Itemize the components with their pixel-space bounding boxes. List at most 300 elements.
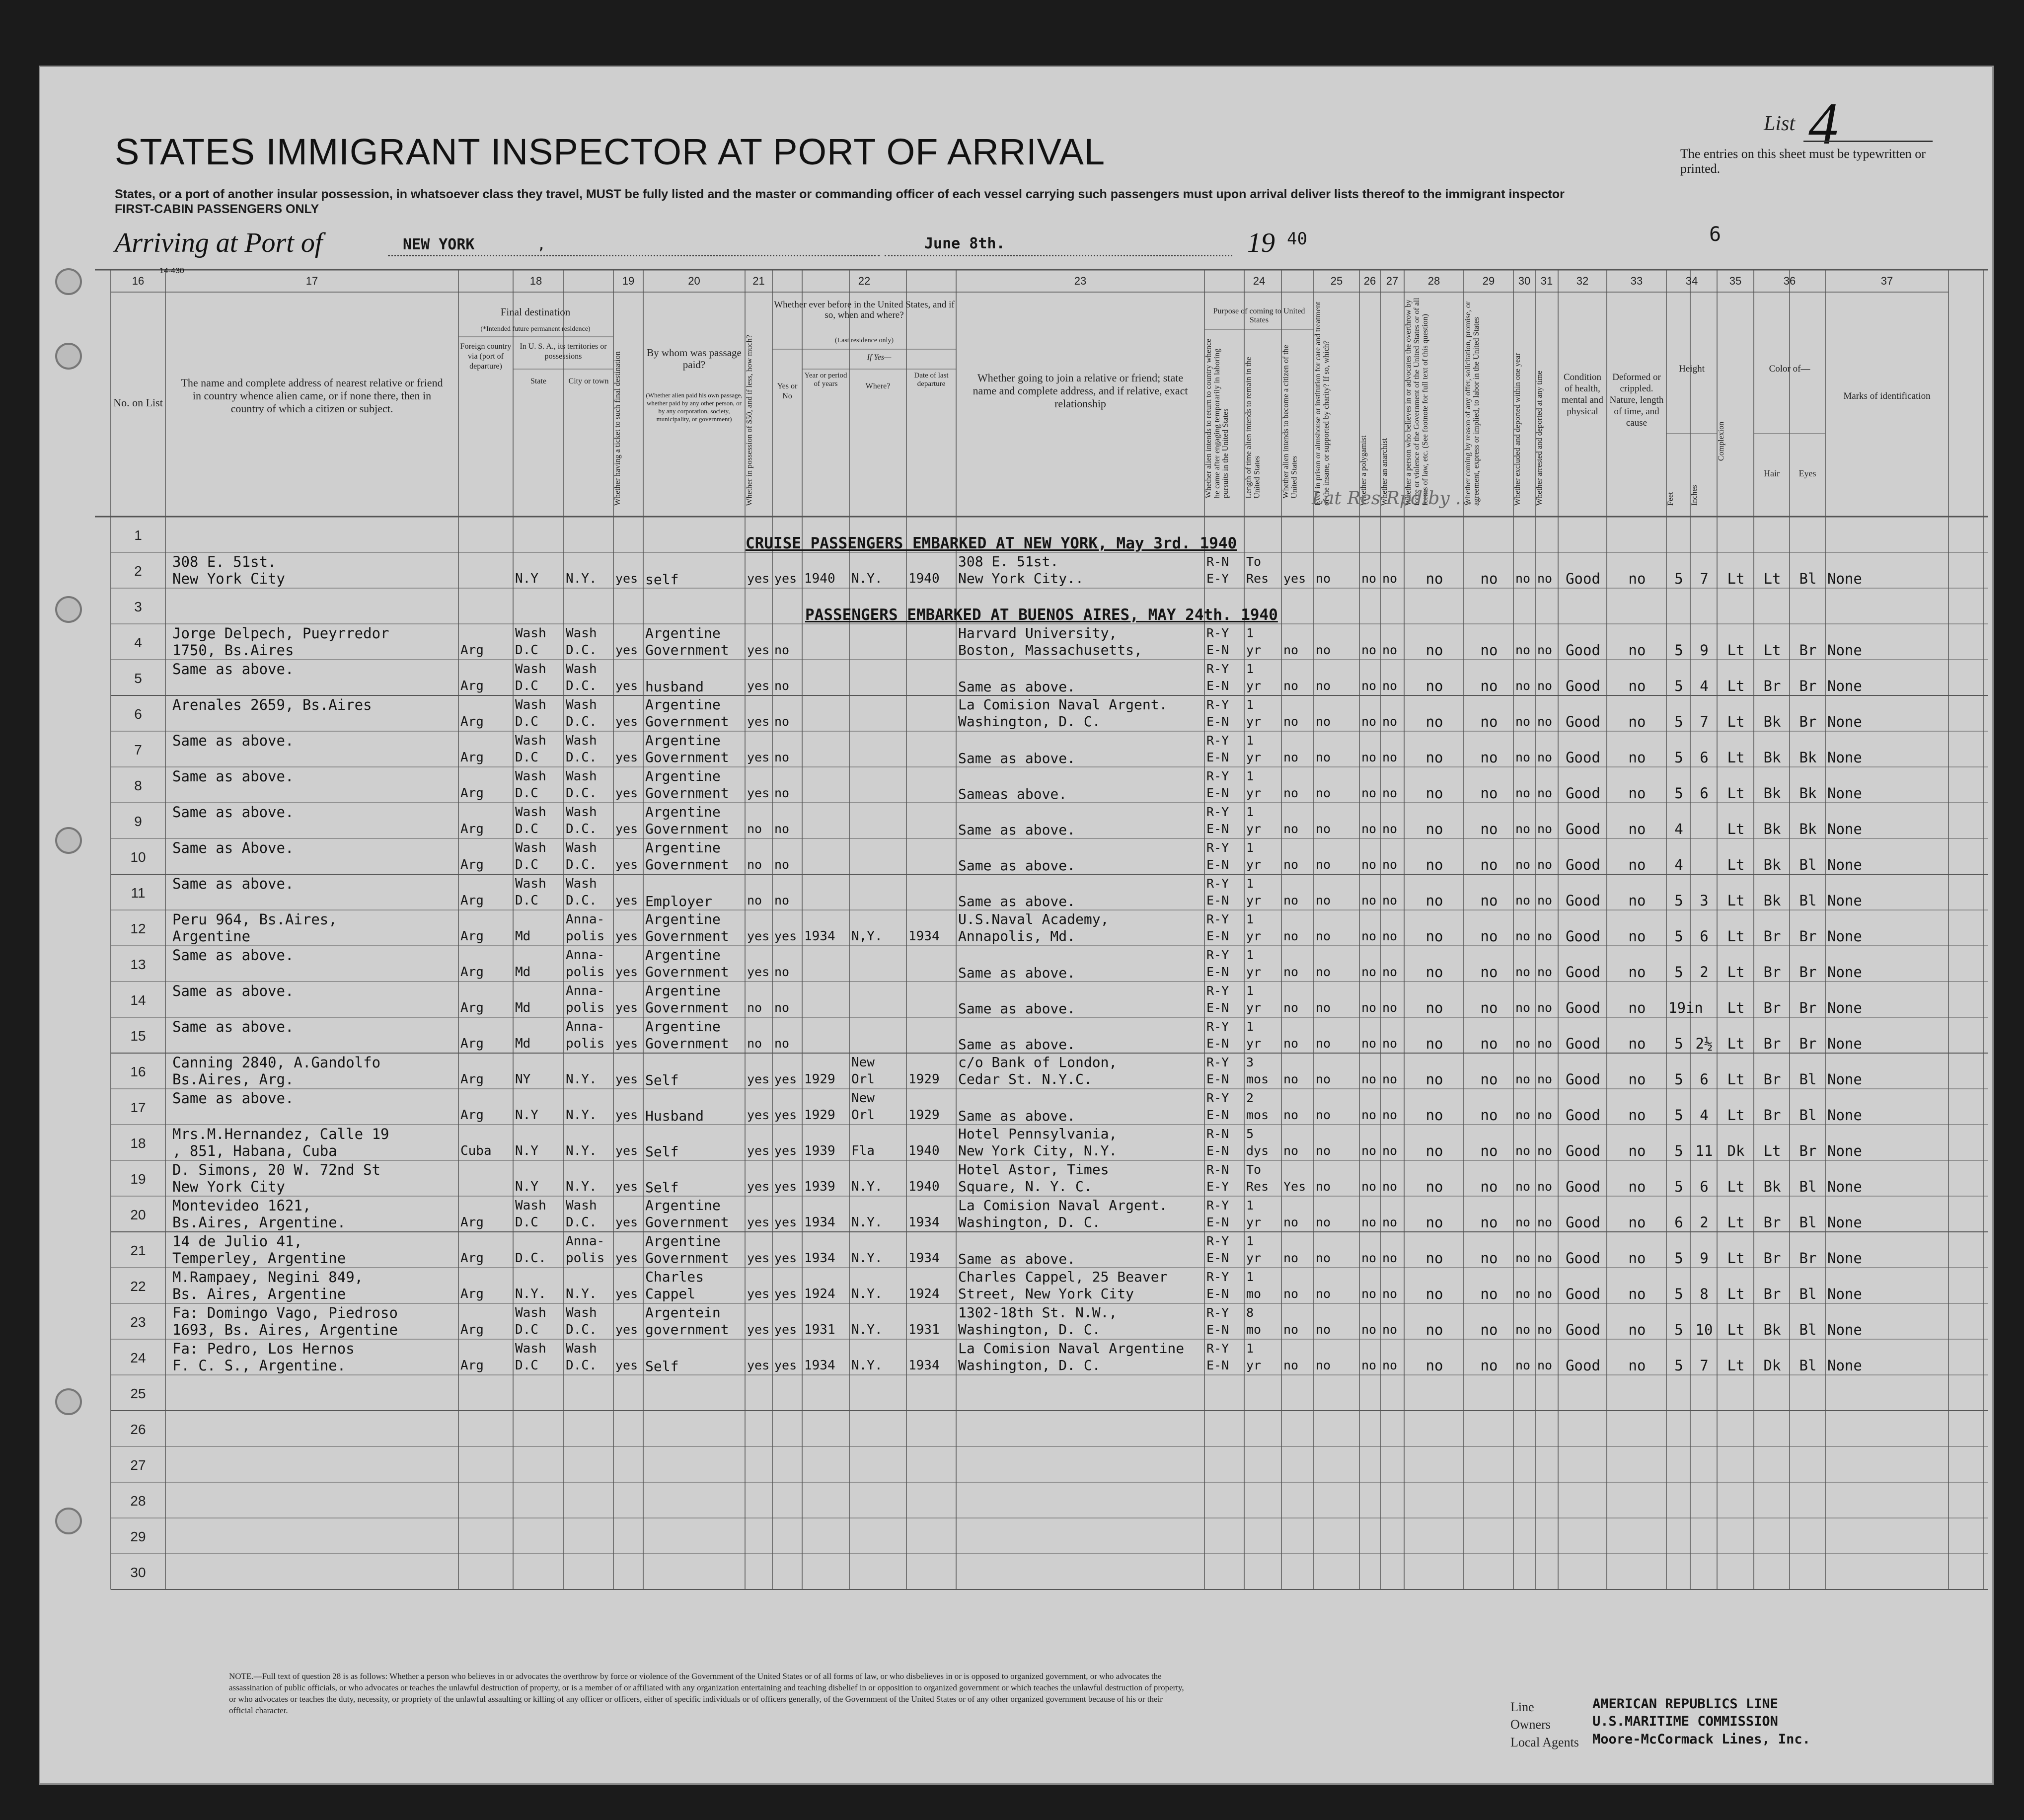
header-ever-before-note: (Last residence only) bbox=[834, 337, 894, 344]
header-inches: Inches bbox=[1690, 485, 1699, 506]
field-hl: Good bbox=[1566, 1178, 1600, 1195]
field-st: Wash bbox=[515, 626, 546, 641]
field-st: Md bbox=[515, 1000, 531, 1015]
nearest-relative-address: Same as above. bbox=[172, 732, 294, 749]
purpose-return: E-N bbox=[1206, 679, 1229, 693]
field-city: Anna- bbox=[566, 1019, 605, 1034]
field-df: no bbox=[1628, 749, 1646, 766]
field-q27: no bbox=[1382, 1000, 1398, 1015]
field-m50: no bbox=[747, 1000, 762, 1015]
field-q31: no bbox=[1537, 822, 1553, 836]
header-c25: Ever in prison or almshouse or institution for care and treatment of the insane, or supported by charity? If so, which? bbox=[1314, 302, 1331, 506]
field-hr: Bk bbox=[1763, 1321, 1781, 1338]
joining-relative-address: New York City, N.Y. bbox=[958, 1142, 1118, 1159]
field-q29: no bbox=[1480, 821, 1498, 837]
field-q28: no bbox=[1425, 1178, 1443, 1195]
field-q29: no bbox=[1480, 1357, 1498, 1374]
nearest-relative-address: Same as above. bbox=[172, 983, 294, 999]
purpose-length: 1 bbox=[1246, 626, 1254, 640]
nearest-relative-address: Bs. Aires, Argentine bbox=[172, 1286, 346, 1302]
field-ever: yes bbox=[774, 1143, 797, 1158]
nearest-relative-address: , 851, Habana, Cuba bbox=[172, 1142, 337, 1159]
nearest-relative-address: Montevideo 1621, bbox=[172, 1197, 311, 1214]
field-q29: no bbox=[1480, 1107, 1498, 1124]
field-dt: 1934 bbox=[908, 1358, 940, 1373]
passage-paid-by: Argentein bbox=[645, 1304, 721, 1321]
field-hl: Good bbox=[1566, 1107, 1600, 1124]
field-hl: Good bbox=[1566, 1321, 1600, 1338]
field-q31: no bbox=[1537, 643, 1553, 657]
field-ever: no bbox=[774, 965, 790, 979]
field-mk: None bbox=[1827, 570, 1862, 587]
field-df: no bbox=[1628, 1357, 1646, 1374]
row-number: 1 bbox=[134, 528, 142, 543]
field-fc: Arg bbox=[460, 714, 484, 729]
field-ever: no bbox=[774, 857, 790, 872]
purpose-length: mo bbox=[1246, 1322, 1262, 1337]
field-wh: Fla bbox=[851, 1143, 875, 1158]
field-tk: yes bbox=[615, 1108, 638, 1122]
binder-hole bbox=[55, 1388, 82, 1415]
field-q26: no bbox=[1361, 929, 1377, 943]
field-st: Md bbox=[515, 929, 531, 944]
passage-paid-by: Cappel bbox=[645, 1286, 696, 1302]
field-ey: Br bbox=[1799, 928, 1817, 945]
column-number: 21 bbox=[752, 275, 765, 287]
field-q31: no bbox=[1537, 1072, 1553, 1086]
joining-relative-address: Boston, Massachusetts, bbox=[958, 642, 1142, 658]
field-st: Wash bbox=[515, 876, 546, 891]
field-ever: no bbox=[774, 1000, 790, 1015]
field-q27: no bbox=[1382, 750, 1398, 764]
field-pc: no bbox=[1283, 1036, 1299, 1051]
header-yes-or-no: Yes or No bbox=[777, 382, 798, 400]
passage-paid-by: Argentine bbox=[645, 1233, 721, 1249]
column-number: 34 bbox=[1685, 275, 1698, 287]
manifest-sheet bbox=[39, 66, 1994, 1785]
field-dt: 1929 bbox=[908, 1072, 940, 1087]
row-number: 17 bbox=[130, 1100, 146, 1115]
purpose-length: 8 bbox=[1246, 1305, 1254, 1320]
port-comma: , bbox=[537, 236, 546, 253]
field-q28: no bbox=[1425, 749, 1443, 766]
field-q27: no bbox=[1382, 1072, 1398, 1086]
purpose-length: yr bbox=[1246, 1036, 1262, 1051]
purpose-return: E-N bbox=[1206, 965, 1229, 979]
field-mk: None bbox=[1827, 749, 1862, 766]
field-q28: no bbox=[1425, 1071, 1443, 1088]
field-q27: no bbox=[1382, 857, 1398, 872]
field-st: D.C bbox=[515, 1322, 538, 1337]
field-tk: yes bbox=[615, 571, 638, 586]
footnote-q28: NOTE.—Full text of question 28 is as follows: Whether a person who believes in or advocates the overthrow by force or violence of the Government of the United States or of all forms of law, or who disbelieves in or is opposed to organized government, or who advocates the assassination of public officials, or who advocates or teaches the unlawful destruction of property, or is a member of or affiliated with any organization entertaining and teaching disbelief in or opposition to organized government or which teaches the unlawful destruction of property, or who advocates or teaches the duty, necessity, or propriety of the unlawful assaulting or killing of any officer or officers, either of specific individuals or of officers generally, of the Government of the United States or of any other organized government because of his or their official character. bbox=[229, 1671, 1184, 1715]
header-height: Height bbox=[1679, 364, 1705, 374]
purpose-return: R-Y bbox=[1206, 769, 1229, 783]
row-number: 11 bbox=[131, 885, 146, 901]
field-pc: no bbox=[1283, 1108, 1299, 1122]
field-mk: None bbox=[1827, 1178, 1862, 1195]
passage-paid-by: Argentine bbox=[645, 983, 721, 999]
header-period: Year or period of years bbox=[804, 372, 847, 388]
field-ft: 5 bbox=[1674, 1107, 1683, 1124]
field-wh: N.Y. bbox=[851, 1287, 883, 1301]
header-where: Where? bbox=[865, 382, 891, 390]
field-ever: no bbox=[774, 679, 790, 693]
field-m50: yes bbox=[747, 571, 770, 586]
column-number: 27 bbox=[1386, 275, 1399, 287]
purpose-length: yr bbox=[1246, 643, 1262, 657]
purpose-return: R-Y bbox=[1206, 948, 1229, 962]
field-tk: yes bbox=[615, 786, 638, 800]
field-st: D.C. bbox=[515, 1251, 546, 1266]
field-pc: no bbox=[1283, 1287, 1299, 1301]
field-q31: no bbox=[1537, 1000, 1553, 1015]
row-number: 15 bbox=[130, 1028, 146, 1044]
joining-relative-address: Same as above. bbox=[958, 965, 1076, 981]
header-c29: Whether coming by reason of any offer, solicitation, promise, or agreement, express or implied, to labor in the United States bbox=[1464, 301, 1481, 506]
field-city: Wash bbox=[566, 805, 597, 820]
field-q29: no bbox=[1480, 785, 1498, 802]
field-city: Wash bbox=[566, 1305, 597, 1320]
row-number: 6 bbox=[134, 706, 142, 722]
field-city: N.Y. bbox=[566, 1072, 597, 1087]
field-city: polis bbox=[566, 965, 605, 980]
field-q27: no bbox=[1382, 571, 1398, 586]
field-q28: no bbox=[1425, 678, 1443, 694]
purpose-length: 1 bbox=[1246, 769, 1254, 783]
field-fc: Arg bbox=[460, 1036, 484, 1051]
field-q27: no bbox=[1382, 965, 1398, 979]
field-city: N.Y. bbox=[566, 1108, 597, 1123]
purpose-length: yr bbox=[1246, 965, 1262, 979]
field-st: D.C bbox=[515, 1358, 538, 1373]
purpose-return: E-N bbox=[1206, 893, 1229, 908]
field-in: 2 bbox=[1700, 1214, 1709, 1231]
row-number: 26 bbox=[130, 1422, 146, 1437]
passage-paid-by: Government bbox=[645, 928, 729, 944]
purpose-return: R-Y bbox=[1206, 805, 1229, 819]
field-hr: Br bbox=[1763, 1107, 1781, 1124]
field-hr: Bk bbox=[1763, 749, 1781, 766]
purpose-return: R-N bbox=[1206, 554, 1229, 569]
field-cx: Lt bbox=[1727, 570, 1745, 587]
field-city: Wash bbox=[566, 733, 597, 748]
field-ever: no bbox=[774, 643, 790, 657]
column-number: 19 bbox=[622, 275, 635, 287]
field-ft: 5 bbox=[1674, 964, 1683, 981]
field-q26: no bbox=[1361, 1072, 1377, 1086]
field-q26: no bbox=[1361, 571, 1377, 586]
field-ft: 5 bbox=[1674, 1178, 1683, 1195]
field-ey: Bl bbox=[1799, 1357, 1817, 1374]
field-ft: 4 bbox=[1674, 856, 1683, 873]
field-mk: None bbox=[1827, 1250, 1862, 1267]
passage-paid-by: Employer bbox=[645, 893, 712, 910]
nearest-relative-address: Same as above. bbox=[172, 875, 294, 892]
field-pc: no bbox=[1283, 750, 1299, 764]
passage-paid-by: Government bbox=[645, 856, 729, 873]
field-hr: Br bbox=[1763, 964, 1781, 981]
nearest-relative-address: D. Simons, 20 W. 72nd St bbox=[172, 1161, 381, 1178]
field-q27: no bbox=[1382, 822, 1398, 836]
joining-relative-address: La Comision Naval Argent. bbox=[958, 1197, 1168, 1213]
field-m50: no bbox=[747, 893, 762, 908]
field-pc: no bbox=[1283, 1251, 1299, 1265]
purpose-return: R-N bbox=[1206, 1127, 1229, 1141]
column-number: 23 bbox=[1074, 275, 1087, 287]
row-number: 25 bbox=[130, 1386, 146, 1401]
field-df: no bbox=[1628, 928, 1646, 945]
field-q31: no bbox=[1537, 1287, 1553, 1301]
field-city: D.C. bbox=[566, 750, 597, 765]
nearest-relative-address: Mrs.M.Hernandez, Calle 19 bbox=[172, 1126, 389, 1142]
field-city: D.C. bbox=[566, 1358, 597, 1373]
purpose-return: R-Y bbox=[1206, 1234, 1229, 1248]
field-hl: Good bbox=[1566, 1214, 1600, 1231]
field-q28: no bbox=[1425, 1107, 1443, 1124]
field-q25: no bbox=[1316, 1251, 1331, 1265]
joining-relative-address: Washington, D. C. bbox=[958, 713, 1101, 730]
column-number: 16 bbox=[132, 275, 145, 287]
nearest-relative-address: Same as above. bbox=[172, 661, 294, 678]
field-q26: no bbox=[1361, 857, 1377, 872]
header-purpose-length: Length of time alien intends to remain in the United States bbox=[1244, 356, 1261, 498]
field-city: D.C. bbox=[566, 893, 597, 908]
passage-paid-by: Government bbox=[645, 713, 729, 730]
field-q29: no bbox=[1480, 570, 1498, 587]
nearest-relative-address: Peru 964, Bs.Aires, bbox=[172, 911, 337, 928]
field-q29: no bbox=[1480, 1321, 1498, 1338]
field-ey: Bk bbox=[1799, 821, 1817, 837]
port-dotline bbox=[388, 255, 880, 256]
field-q27: no bbox=[1382, 1215, 1398, 1229]
field-pc: no bbox=[1283, 1000, 1299, 1015]
field-q28: no bbox=[1425, 964, 1443, 981]
field-mk: None bbox=[1827, 821, 1862, 837]
purpose-length: 1 bbox=[1246, 876, 1254, 891]
header-no-on-list: No. on List bbox=[113, 396, 163, 409]
purpose-return: R-Y bbox=[1206, 1198, 1229, 1213]
date-value: June 8th. bbox=[924, 235, 1005, 252]
nearest-relative-address: F. C. S., Argentine. bbox=[172, 1357, 346, 1374]
purpose-length: 1 bbox=[1246, 697, 1254, 712]
purpose-length: To bbox=[1246, 554, 1262, 569]
field-q29: no bbox=[1480, 642, 1498, 659]
field-city: polis bbox=[566, 1036, 605, 1051]
purpose-length: mos bbox=[1246, 1108, 1269, 1122]
field-q29: no bbox=[1480, 1178, 1498, 1195]
passage-paid-by: Argentine bbox=[645, 768, 721, 784]
field-q31: no bbox=[1537, 571, 1553, 586]
passage-paid-by: Self bbox=[645, 1358, 679, 1374]
field-tk: yes bbox=[615, 750, 638, 764]
joining-relative-address: Hotel Pennsylvania, bbox=[958, 1126, 1118, 1142]
field-ever: yes bbox=[774, 1322, 797, 1337]
field-ever: yes bbox=[774, 1108, 797, 1122]
purpose-return: E-N bbox=[1206, 714, 1229, 729]
field-hl: Good bbox=[1566, 964, 1600, 981]
field-m50: yes bbox=[747, 1358, 770, 1372]
header-purpose: Purpose of coming to United States bbox=[1213, 307, 1305, 324]
nearest-relative-address: Same as above. bbox=[172, 1090, 294, 1107]
field-q28: no bbox=[1425, 1250, 1443, 1267]
nearest-relative-address: Same as Above. bbox=[172, 839, 294, 856]
field-q30: no bbox=[1515, 750, 1531, 764]
field-in: 7 bbox=[1700, 570, 1709, 587]
row-number: 5 bbox=[134, 671, 142, 686]
field-yr: 1934 bbox=[804, 1358, 835, 1373]
field-q31: no bbox=[1537, 965, 1553, 979]
purpose-length: yr bbox=[1246, 679, 1262, 693]
column-number: 33 bbox=[1630, 275, 1643, 287]
passage-paid-by: husband bbox=[645, 679, 704, 695]
passage-paid-by: Husband bbox=[645, 1108, 704, 1124]
field-q30: no bbox=[1515, 1108, 1531, 1122]
row-number: 22 bbox=[130, 1279, 146, 1294]
field-q26: no bbox=[1361, 1108, 1377, 1122]
field-yr: 1939 bbox=[804, 1143, 835, 1158]
purpose-length: 1 bbox=[1246, 805, 1254, 819]
field-pc: no bbox=[1283, 643, 1299, 657]
joining-relative-address: Same as above. bbox=[958, 1000, 1076, 1017]
field-st: D.C bbox=[515, 893, 538, 908]
purpose-return: E-N bbox=[1206, 857, 1229, 872]
field-q30: no bbox=[1515, 1072, 1531, 1086]
joining-relative-address: Same as above. bbox=[958, 1251, 1076, 1267]
header-passage-paid-note: (Whether alien paid his own passage, whether paid by any other person, or by any corporation, society, municipality, or government) bbox=[646, 391, 743, 423]
date-dotline bbox=[885, 255, 1232, 256]
field-tk: yes bbox=[615, 1036, 638, 1051]
field-ft: 5 bbox=[1674, 678, 1683, 694]
purpose-return: R-Y bbox=[1206, 1019, 1229, 1034]
field-wh: N.Y. bbox=[851, 1322, 883, 1337]
field-in: 2 bbox=[1700, 964, 1709, 981]
nearest-relative-address: Bs.Aires, Argentine. bbox=[172, 1214, 346, 1231]
field-cx: Lt bbox=[1727, 749, 1745, 766]
field-city: D.C. bbox=[566, 857, 597, 872]
field-yr: 1931 bbox=[804, 1322, 835, 1337]
list-number: 4 bbox=[1808, 90, 1838, 156]
joining-relative-address: Washington, D. C. bbox=[958, 1357, 1101, 1373]
field-tk: yes bbox=[615, 643, 638, 657]
purpose-length: dys bbox=[1246, 1143, 1269, 1158]
field-in: 10 bbox=[1695, 1321, 1713, 1338]
field-ft: 5 bbox=[1674, 928, 1683, 945]
field-df: no bbox=[1628, 678, 1646, 694]
agents-value: Moore-McCormack Lines, Inc. bbox=[1592, 1732, 1810, 1747]
field-st: D.C bbox=[515, 643, 538, 658]
field-pc: no bbox=[1283, 965, 1299, 979]
field-m50: no bbox=[747, 857, 762, 872]
row-number: 24 bbox=[130, 1350, 146, 1365]
field-q27: no bbox=[1382, 893, 1398, 908]
field-q31: no bbox=[1537, 786, 1553, 800]
field-q30: no bbox=[1515, 786, 1531, 800]
field-wh: New bbox=[851, 1055, 875, 1070]
nearest-relative-address: 1693, Bs. Aires, Argentine bbox=[172, 1321, 398, 1338]
field-ey: Br bbox=[1799, 713, 1817, 730]
field-hr: Br bbox=[1763, 1035, 1781, 1052]
field-tk: yes bbox=[615, 1322, 638, 1337]
field-ever: yes bbox=[774, 1287, 797, 1301]
field-q31: no bbox=[1537, 1143, 1553, 1158]
field-hr: Br bbox=[1763, 928, 1781, 945]
joining-relative-address: Same as above. bbox=[958, 750, 1076, 766]
passage-paid-by: Self bbox=[645, 1072, 679, 1088]
field-m50: yes bbox=[747, 750, 770, 764]
row-number: 3 bbox=[134, 599, 142, 614]
field-fc: Arg bbox=[460, 857, 484, 872]
purpose-return: E-N bbox=[1206, 1215, 1229, 1229]
field-q27: no bbox=[1382, 1036, 1398, 1051]
field-tk: yes bbox=[615, 1143, 638, 1158]
field-st: Wash bbox=[515, 805, 546, 820]
nearest-relative-address: 308 E. 51st. bbox=[172, 553, 277, 570]
purpose-length: 5 bbox=[1246, 1127, 1254, 1141]
field-q26: no bbox=[1361, 1143, 1377, 1158]
field-st: Md bbox=[515, 1036, 531, 1051]
row-number: 27 bbox=[130, 1457, 146, 1473]
purpose-return: R-Y bbox=[1206, 1305, 1229, 1320]
header-deformed: Deformed or crippled. Nature, length of time, and cause bbox=[1609, 372, 1664, 428]
field-city: D.C. bbox=[566, 714, 597, 729]
field-q26: no bbox=[1361, 679, 1377, 693]
field-q29: no bbox=[1480, 1035, 1498, 1052]
column-number: 17 bbox=[305, 275, 318, 287]
field-hr: Bk bbox=[1763, 856, 1781, 873]
section-banner: PASSENGERS EMBARKED AT BUENOS AIRES, MAY 24th. 1940 bbox=[805, 606, 1278, 624]
field-q25: no bbox=[1316, 929, 1331, 943]
field-city: Anna- bbox=[566, 912, 605, 927]
field-city: Wash bbox=[566, 876, 597, 891]
field-q29: no bbox=[1480, 1071, 1498, 1088]
passage-paid-by: Government bbox=[645, 1214, 729, 1230]
purpose-return: E-N bbox=[1206, 643, 1229, 657]
field-ever: no bbox=[774, 714, 790, 729]
joining-relative-address: Washington, D. C. bbox=[958, 1321, 1101, 1338]
column-number: 32 bbox=[1576, 275, 1589, 287]
field-q27: no bbox=[1382, 786, 1398, 800]
field-mk: None bbox=[1827, 856, 1862, 873]
joining-relative-address: 308 E. 51st. bbox=[958, 553, 1059, 570]
header-city: City or town bbox=[568, 377, 609, 385]
field-city: Wash bbox=[566, 697, 597, 712]
purpose-return: E-N bbox=[1206, 750, 1229, 764]
field-cx: Lt bbox=[1727, 1321, 1745, 1338]
purpose-return: R-Y bbox=[1206, 984, 1229, 998]
field-st: N.Y bbox=[515, 1108, 538, 1123]
purpose-return: E-N bbox=[1206, 1322, 1229, 1337]
arriving-label: Arriving at Port of bbox=[115, 228, 323, 258]
field-pc: Yes bbox=[1283, 1179, 1306, 1194]
column-number: 35 bbox=[1729, 275, 1742, 287]
row-number: 19 bbox=[130, 1171, 146, 1187]
header-c27: Whether an anarchist bbox=[1380, 438, 1389, 506]
field-ft: 5 bbox=[1674, 1250, 1683, 1267]
joining-relative-address: La Comision Naval Argentine bbox=[958, 1340, 1185, 1357]
field-cx: Lt bbox=[1727, 821, 1745, 837]
column-number: 28 bbox=[1427, 275, 1440, 287]
field-st: N.Y bbox=[515, 1143, 538, 1158]
field-ey: Bl bbox=[1799, 892, 1817, 909]
nearest-relative-address: Bs.Aires, Arg. bbox=[172, 1071, 294, 1088]
nearest-relative-address: Argentine bbox=[172, 928, 251, 945]
field-pc: yes bbox=[1283, 571, 1306, 586]
joining-relative-address: c/o Bank of London, bbox=[958, 1054, 1118, 1070]
field-q25: no bbox=[1316, 893, 1331, 908]
field-ey: Bk bbox=[1799, 749, 1817, 766]
header-health: Condition of health, mental and physical bbox=[1562, 372, 1603, 417]
